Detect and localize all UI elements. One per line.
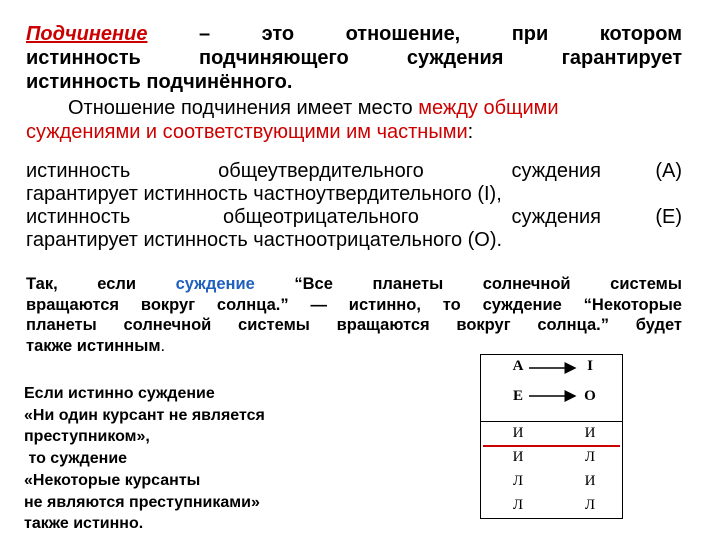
definition-line-2: истинность подчиняющего суждения гарантирует	[26, 47, 682, 69]
highlight-line	[483, 445, 620, 447]
table-header-a: A	[512, 358, 524, 374]
cadet-line: Если истинно суждение	[24, 385, 215, 402]
definition-line-1-rest: – это отношение, при котором	[147, 23, 682, 45]
list-item-e-line-2	[26, 229, 682, 252]
list-item-e-line-1	[26, 206, 682, 229]
example-text-1a: Так, если	[26, 275, 176, 293]
table-divider	[481, 421, 622, 422]
table-header-i: I	[587, 358, 593, 374]
table-header-e: E	[512, 388, 523, 404]
definition-line-3: истинность подчинённого.	[26, 71, 293, 93]
example-line-1	[26, 274, 682, 295]
relation-line-2	[26, 120, 682, 144]
list-a-text-2: гарантирует истинность частноутвердительного (I),	[26, 183, 502, 205]
table-cell: И	[512, 425, 524, 441]
example-line-3: планеты солнечной системы вращаются вокруг солнца.” будет	[26, 316, 682, 334]
relation-highlight-1: между общими	[418, 97, 559, 119]
cadet-line: «Некоторые курсанты	[24, 471, 201, 489]
list-e-text-2: гарантирует истинность частноотрицательного (О).	[26, 229, 503, 251]
list-e-tag: (Е)	[655, 206, 682, 228]
relation-line-1	[26, 96, 682, 120]
relation-colon: :	[467, 121, 474, 143]
truth-table	[480, 354, 623, 519]
example-text-4: также истинным	[26, 336, 161, 355]
relation-highlight-2: суждениями и соответствующими им частными	[26, 121, 468, 143]
example-line-2: вращаются вокруг солнца.” — истинно, то суждение “Некоторые	[26, 295, 682, 314]
cadet-line: преступником»,	[24, 428, 150, 446]
cadet-line: «Ни один курсант не является	[24, 406, 265, 424]
cadet-line: не являются преступниками»	[24, 493, 260, 511]
example-text-1b: “Все планеты солнечной системы	[254, 275, 682, 293]
table-cell: Л	[512, 497, 524, 513]
relation-text: Отношение подчинения имеет место	[68, 97, 419, 119]
table-cell: И	[584, 473, 596, 489]
table-cell: И	[584, 425, 596, 441]
table-header-o: O	[584, 388, 596, 404]
example-highlight: суждение	[175, 275, 255, 293]
cadet-line: то суждение	[24, 450, 128, 468]
cadet-example	[24, 383, 265, 535]
table-cell: Л	[584, 449, 596, 465]
definition-line-1	[26, 22, 682, 46]
example-paragraph	[26, 274, 682, 356]
table-cell: Л	[512, 473, 524, 489]
subordination-list	[26, 160, 682, 252]
table-cell: И	[512, 449, 524, 465]
list-item-a-line-1	[26, 160, 682, 183]
example-period: .	[160, 336, 166, 355]
definition-paragraph	[26, 22, 682, 94]
list-a-tag: (А)	[655, 160, 682, 182]
list-e-text: истинность общеотрицательного суждения	[26, 206, 601, 228]
list-item-a-line-2	[26, 183, 682, 206]
definition-term: Подчинение	[26, 23, 148, 45]
table-cell: Л	[584, 497, 596, 513]
cadet-line: также истинно.	[24, 515, 144, 533]
list-a-text: истинность общеутвердительного суждения	[26, 160, 601, 182]
example-line-4	[26, 336, 682, 357]
relation-paragraph	[26, 96, 682, 144]
